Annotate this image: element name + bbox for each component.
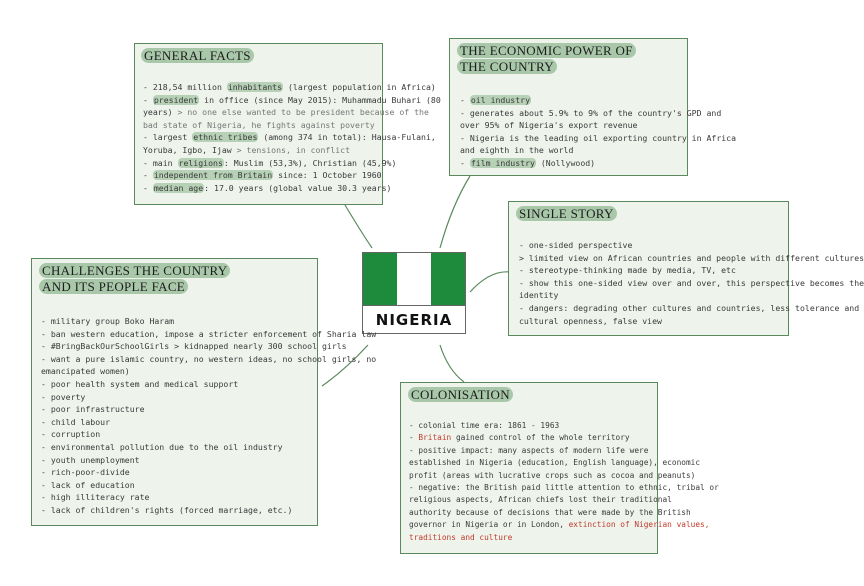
connector-economic — [440, 176, 470, 248]
connector-colonisation — [440, 345, 464, 382]
connector-single — [470, 272, 510, 292]
economic-power-list: - oil industry - generates about 5.9% to 9% of the country's GPD and over 95% of Nigeria's export revenue - Nigeria is the leading oil exporting country in Africa and eighth in the world - film industry (Nollywood) — [460, 95, 737, 168]
challenges-box — [31, 258, 377, 526]
center-label: NIGERIA — [363, 305, 465, 333]
general-facts-title: GENERAL FACTS — [141, 48, 254, 64]
challenges-title: CHALLENGES THE COUNTRY AND ITS PEOPLE FACE — [39, 263, 230, 295]
economic-power-box — [449, 38, 737, 176]
nigeria-flag — [362, 252, 466, 334]
single-story-box — [508, 201, 864, 336]
flag-white-center — [397, 253, 431, 305]
flag-green-right — [431, 253, 465, 305]
single-story-title: SINGLE STORY — [516, 206, 617, 222]
economic-power-title: THE ECONOMIC POWER OF THE COUNTRY — [457, 43, 636, 75]
flag-green-left — [363, 253, 397, 305]
general-facts-box — [134, 43, 441, 205]
connector-general — [345, 205, 372, 248]
colonisation-title: COLONISATION — [408, 387, 513, 403]
colonisation-box — [400, 382, 719, 554]
colonisation-list: - colonial time era: 1861 - 1963 - Britain gained control of the whole territory - positive impact: many aspects of modern life were established in Nigeria (education, English language), economic profit (areas with lucrative crops such as cocoa and peanuts) - negative: the British paid little attention to ethnic, tribal or religious aspects, African chiefs lost their traditional authority because of decisions that were made by the British governor in Nigeria or in London, extinction of Nigerian values, traditions and culture — [409, 421, 719, 542]
general-facts-list: - 218,54 million inhabitants (largest population in Africa) - president in office (since May 2015): Muhammadu Buhari (80 years) > no one else wanted to be president because of the bad state of Nigeria, he fights against poverty - largest ethnic tribes (among 374 in total): Hausa-Fulani, Yoruba, Igbo, Ijaw > tensions, in conflict - main religions: Muslim (53,3%), Christian (45,9%) - independent from Britain since: 1 October 1960 - median age: 17.0 years (global value 30.3 years) — [143, 82, 441, 193]
single-story-list: - one-sided perspective > limited view on African countries and people with different cultures - stereotype-thinking made by media, TV, etc - show this one-sided view over and over, this perspective becomes the identity - dangers: degrading other cultures and countries, less tolerance and cultural openness, false view — [519, 240, 864, 326]
challenges-list: - military group Boko Haram - ban western education, impose a stricter enforcement of Sharia law - #BringBackOurSchoolGirls > kidnapped nearly 300 school girls - want a pure islamic country, no western ideas, no school girls, no emancipated women) - poor health system and medical support - poverty - poor infrastructure - child labour - corruption - environmental pollution due to the oil industry - youth unemployment - rich-poor-divide - lack of education - high illiteracy rate - lack of children's rights (forced marriage, etc.) — [41, 316, 377, 515]
